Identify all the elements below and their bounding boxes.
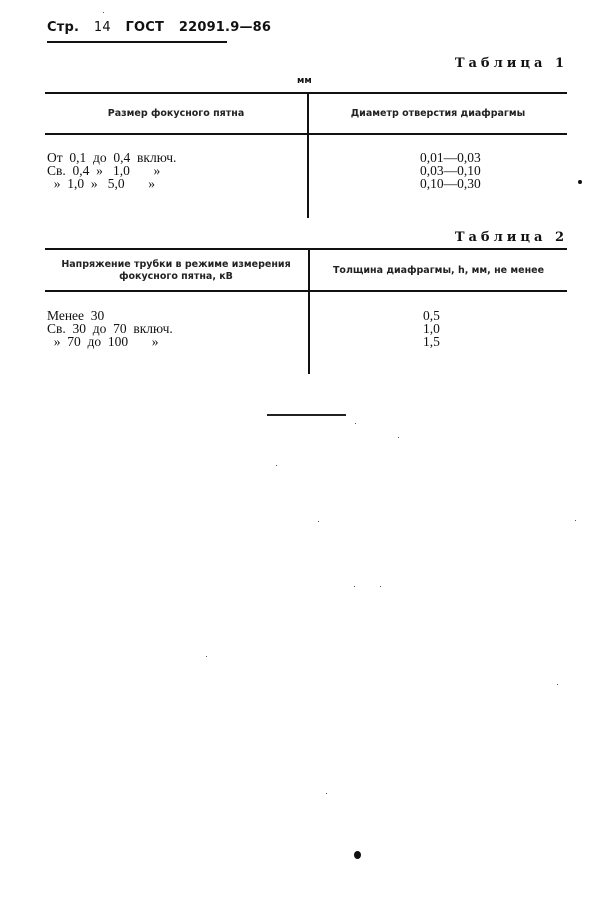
table1-row-size: От 0,1 до 0,4 включ. bbox=[47, 150, 177, 165]
table2-row-value: 1,5 bbox=[423, 334, 440, 349]
table2-row-voltage: Св. 30 до 70 включ. bbox=[47, 321, 173, 336]
scan-speck bbox=[354, 586, 355, 587]
standard-label: ГОСТ bbox=[125, 20, 165, 35]
scan-speck bbox=[398, 437, 399, 438]
table2-header-rule bbox=[45, 290, 567, 292]
table1-row-value: 0,01—0,03 bbox=[420, 150, 481, 165]
scan-speck bbox=[326, 793, 327, 794]
table2-row-value: 1,0 bbox=[423, 321, 440, 336]
table1-row-size: » 1,0 » 5,0 » bbox=[47, 176, 155, 191]
scan-speck bbox=[206, 656, 207, 657]
table2-header-thickness: Толщина диафрагмы, h, мм, не менее bbox=[332, 265, 545, 276]
scan-speck bbox=[355, 423, 356, 424]
table1-row-value: 0,03—0,10 bbox=[420, 163, 481, 178]
table2-row-voltage: Менее 30 bbox=[47, 308, 105, 323]
scan-speck bbox=[318, 521, 319, 522]
table2-top-rule bbox=[45, 248, 567, 250]
table1-header-rule bbox=[45, 133, 567, 135]
table2-caption: Таблица 2 bbox=[454, 230, 568, 245]
table1-row-value: 0,10—0,30 bbox=[420, 176, 481, 191]
table2-row-voltage: » 70 до 100 » bbox=[47, 334, 159, 349]
table2-row-value: 0,5 bbox=[423, 308, 440, 323]
scan-speck bbox=[575, 520, 576, 521]
table1-row-size: Св. 0,4 » 1,0 » bbox=[47, 163, 161, 178]
page-number: 14 bbox=[93, 20, 111, 35]
table1-header-size: Размер фокусного пятна bbox=[107, 108, 245, 119]
page-header bbox=[47, 20, 281, 35]
scan-speck bbox=[103, 12, 104, 13]
table1-caption: Таблица 1 bbox=[454, 56, 568, 71]
table1-units: мм bbox=[297, 76, 312, 86]
scan-dot bbox=[578, 180, 582, 184]
header-underline bbox=[47, 41, 227, 43]
scan-speck bbox=[380, 586, 381, 587]
table2-header-voltage: Напряжение трубки в режиме измерения фокусного пятна, кВ bbox=[61, 259, 291, 282]
end-rule bbox=[267, 414, 346, 416]
standard-number: 22091.9—86 bbox=[178, 20, 272, 35]
page-prefix: Стр. bbox=[47, 20, 80, 35]
table1-header-diameter: Диаметр отверстия диафрагмы bbox=[350, 108, 526, 119]
scan-dot bbox=[354, 851, 361, 859]
scan-speck bbox=[276, 465, 277, 466]
table1-top-rule bbox=[45, 92, 567, 94]
scan-speck bbox=[557, 684, 558, 685]
